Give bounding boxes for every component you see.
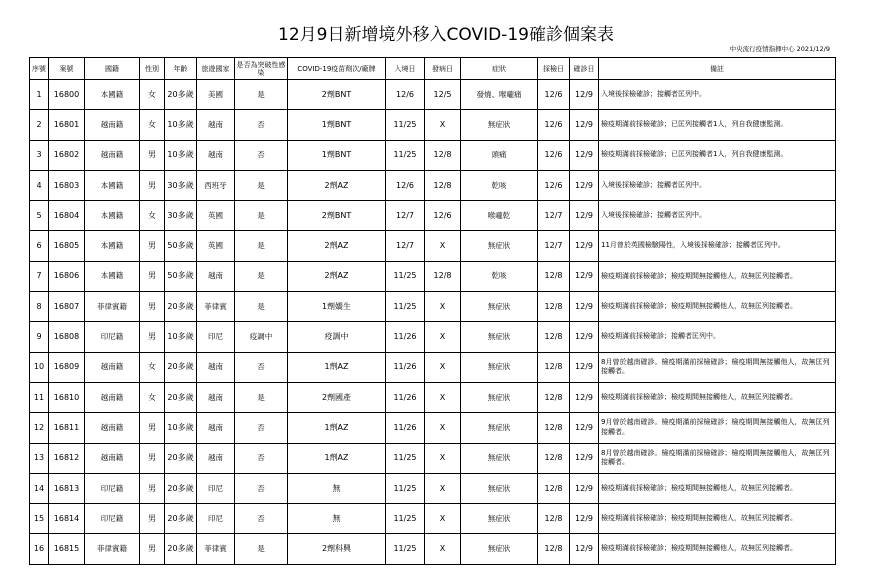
- table-cell: 無症狀: [461, 504, 538, 534]
- table-cell: 20多歲: [165, 443, 197, 473]
- table-cell: 7: [30, 261, 49, 291]
- table-cell: 10多歲: [165, 322, 197, 352]
- table-cell: 12/9: [570, 80, 599, 110]
- table-cell: 入境後採檢確診；接觸者匡列中。: [599, 80, 836, 110]
- table-cell: 疫調中: [288, 322, 386, 352]
- table-cell: 本國籍: [85, 261, 140, 291]
- table-cell: 11: [30, 382, 49, 412]
- table-cell: 12/9: [570, 413, 599, 443]
- table-cell: 是: [235, 382, 288, 412]
- table-cell: 菲律賓: [197, 534, 235, 564]
- table-cell: 男: [140, 473, 165, 503]
- table-cell: 乾咳: [461, 261, 538, 291]
- table-cell: 12/7: [538, 201, 570, 231]
- table-cell: 入境後採檢確診；接觸者匡列中。: [599, 170, 836, 200]
- table-cell: 16807: [49, 292, 85, 322]
- table-cell: 20多歲: [165, 534, 197, 564]
- table-row: [30, 352, 836, 382]
- column-header: 案號: [49, 58, 85, 80]
- table-cell: X: [425, 292, 461, 322]
- column-header: 年齡: [165, 58, 197, 80]
- table-cell: 男: [140, 322, 165, 352]
- table-cell: 12/8: [538, 504, 570, 534]
- table-cell: 12/5: [425, 80, 461, 110]
- table-cell: 16814: [49, 504, 85, 534]
- table-cell: 是: [235, 201, 288, 231]
- table-cell: 12/8: [425, 261, 461, 291]
- column-header: 旅遊國家: [197, 58, 235, 80]
- table-cell: 印尼籍: [85, 504, 140, 534]
- table-cell: 是: [235, 170, 288, 200]
- table-cell: X: [425, 504, 461, 534]
- table-cell: 11/25: [386, 504, 425, 534]
- table-cell: 12/9: [570, 292, 599, 322]
- table-cell: 15: [30, 504, 49, 534]
- case-table: [29, 57, 836, 565]
- table-cell: 本國籍: [85, 80, 140, 110]
- table-cell: 菲律賓籍: [85, 292, 140, 322]
- table-cell: 是: [235, 261, 288, 291]
- table-cell: 否: [235, 504, 288, 534]
- table-row: [30, 534, 836, 564]
- table-cell: 越南: [197, 443, 235, 473]
- table-cell: X: [425, 322, 461, 352]
- table-cell: 男: [140, 504, 165, 534]
- table-cell: 10多歲: [165, 413, 197, 443]
- table-cell: 喉嚨乾: [461, 201, 538, 231]
- table-cell: 檢疫期滿前採檢確診；檢疫期間無接觸他人，故無匡列接觸者。: [599, 261, 836, 291]
- table-cell: 12/9: [570, 443, 599, 473]
- table-cell: X: [425, 473, 461, 503]
- table-cell: 12/8: [538, 352, 570, 382]
- table-cell: 16800: [49, 80, 85, 110]
- table-cell: X: [425, 110, 461, 140]
- table-cell: 2劑科興: [288, 534, 386, 564]
- table-cell: 12/6: [538, 140, 570, 170]
- table-cell: 否: [235, 473, 288, 503]
- table-cell: 11/26: [386, 382, 425, 412]
- table-cell: 本國籍: [85, 231, 140, 261]
- table-cell: 3: [30, 140, 49, 170]
- table-cell: 西班牙: [197, 170, 235, 200]
- table-cell: 12/8: [538, 382, 570, 412]
- table-cell: 16809: [49, 352, 85, 382]
- table-cell: 越南籍: [85, 382, 140, 412]
- table-cell: 男: [140, 413, 165, 443]
- table-cell: 12/8: [538, 292, 570, 322]
- table-cell: 11/25: [386, 443, 425, 473]
- table-cell: 2劑AZ: [288, 231, 386, 261]
- table-cell: 11/25: [386, 140, 425, 170]
- table-cell: 16810: [49, 382, 85, 412]
- table-cell: 12/9: [570, 201, 599, 231]
- table-cell: X: [425, 231, 461, 261]
- table-cell: 20多歲: [165, 292, 197, 322]
- table-cell: 30多歲: [165, 170, 197, 200]
- column-header: 發病日: [425, 58, 461, 80]
- table-cell: 16806: [49, 261, 85, 291]
- table-row: [30, 261, 836, 291]
- table-cell: 菲律賓: [197, 292, 235, 322]
- table-cell: 英國: [197, 201, 235, 231]
- table-cell: 越南籍: [85, 110, 140, 140]
- table-cell: 男: [140, 534, 165, 564]
- table-cell: 10: [30, 352, 49, 382]
- table-cell: 12/6: [538, 80, 570, 110]
- table-row: [30, 201, 836, 231]
- table-cell: 8月曾於越南確診。檢疫期滿前採檢確診；檢疫期間無接觸他人，故無匡列接觸者。: [599, 352, 836, 382]
- table-cell: 是: [235, 534, 288, 564]
- table-body: [30, 80, 836, 565]
- table-cell: 越南: [197, 140, 235, 170]
- table-cell: 否: [235, 110, 288, 140]
- table-cell: 12/8: [538, 322, 570, 352]
- table-cell: 2劑BNT: [288, 201, 386, 231]
- table-cell: 12/9: [570, 473, 599, 503]
- table-cell: 檢疫期滿前採檢確診；檢疫期間無接觸他人，故無匡列接觸者。: [599, 534, 836, 564]
- table-cell: 12/6: [538, 110, 570, 140]
- table-cell: 越南: [197, 352, 235, 382]
- table-cell: 檢疫期滿前採檢確診；檢疫期間無接觸他人，故無匡列接觸者。: [599, 473, 836, 503]
- table-cell: 16813: [49, 473, 85, 503]
- table-cell: 無症狀: [461, 382, 538, 412]
- table-cell: 16801: [49, 110, 85, 140]
- table-row: [30, 504, 836, 534]
- table-cell: 無症狀: [461, 473, 538, 503]
- table-cell: 12/8: [538, 534, 570, 564]
- column-header: 備註: [599, 58, 836, 80]
- table-cell: 無症狀: [461, 352, 538, 382]
- table-cell: 1劑AZ: [288, 443, 386, 473]
- table-row: [30, 443, 836, 473]
- table-row: [30, 413, 836, 443]
- table-cell: 16804: [49, 201, 85, 231]
- table-cell: 12/6: [425, 201, 461, 231]
- table-cell: 12/6: [386, 80, 425, 110]
- header-row: [30, 58, 836, 80]
- table-cell: 否: [235, 140, 288, 170]
- table-cell: 本國籍: [85, 201, 140, 231]
- table-cell: 男: [140, 170, 165, 200]
- table-cell: 女: [140, 80, 165, 110]
- table-cell: 男: [140, 443, 165, 473]
- table-cell: 英國: [197, 231, 235, 261]
- table-cell: 是: [235, 231, 288, 261]
- table-cell: X: [425, 443, 461, 473]
- table-cell: 12/7: [386, 231, 425, 261]
- table-cell: 檢疫期滿前採檢確診；已匡列接觸者1人，列自我健康監測。: [599, 140, 836, 170]
- table-cell: 9月曾於越南確診。檢疫期滿前採檢確診；檢疫期間無接觸他人，故無匡列接觸者。: [599, 413, 836, 443]
- table-cell: 檢疫期滿前採檢確診；已匡列接觸者1人，列自我健康監測。: [599, 110, 836, 140]
- table-cell: 頭痛: [461, 140, 538, 170]
- table-cell: 是: [235, 80, 288, 110]
- table-cell: 女: [140, 110, 165, 140]
- table-cell: 11/26: [386, 413, 425, 443]
- table-cell: 發燒、喉嚨痛: [461, 80, 538, 110]
- table-cell: 12/8: [425, 140, 461, 170]
- table-row: [30, 473, 836, 503]
- table-cell: 2: [30, 110, 49, 140]
- table-cell: 越南: [197, 261, 235, 291]
- table-cell: 12/6: [386, 170, 425, 200]
- table-cell: 10多歲: [165, 110, 197, 140]
- table-cell: 越南籍: [85, 140, 140, 170]
- table-cell: 12/9: [570, 322, 599, 352]
- table-cell: 印尼: [197, 504, 235, 534]
- table-cell: 乾咳: [461, 170, 538, 200]
- table-cell: 11/25: [386, 534, 425, 564]
- table-cell: 12/9: [570, 140, 599, 170]
- table-cell: 20多歲: [165, 504, 197, 534]
- table-cell: 12/9: [570, 110, 599, 140]
- table-cell: 印尼籍: [85, 473, 140, 503]
- table-cell: 本國籍: [85, 170, 140, 200]
- table-cell: 1劑AZ: [288, 413, 386, 443]
- table-cell: 14: [30, 473, 49, 503]
- table-cell: 12/9: [570, 261, 599, 291]
- source-date: 中央流行疫情指揮中心 2021/12/9: [729, 45, 830, 53]
- table-cell: 女: [140, 382, 165, 412]
- table-cell: 越南籍: [85, 413, 140, 443]
- table-cell: 否: [235, 443, 288, 473]
- table-cell: 12/7: [538, 231, 570, 261]
- table-row: [30, 80, 836, 110]
- table-cell: 4: [30, 170, 49, 200]
- table-cell: 30多歲: [165, 201, 197, 231]
- table-cell: 菲律賓籍: [85, 534, 140, 564]
- table-cell: 11/25: [386, 473, 425, 503]
- table-cell: 12/7: [386, 201, 425, 231]
- table-cell: 檢疫期滿前採檢確診；接觸者匡列中。: [599, 322, 836, 352]
- table-cell: 16812: [49, 443, 85, 473]
- table-cell: 16803: [49, 170, 85, 200]
- table-cell: 20多歲: [165, 352, 197, 382]
- table-cell: 12/8: [538, 473, 570, 503]
- table-cell: 檢疫期滿前採檢確診；檢疫期間無接觸他人，故無匡列接觸者。: [599, 504, 836, 534]
- table-cell: 疫調中: [235, 322, 288, 352]
- table-cell: 無: [288, 473, 386, 503]
- table-cell: 12/9: [570, 352, 599, 382]
- table-cell: 16805: [49, 231, 85, 261]
- table-cell: 11/25: [386, 110, 425, 140]
- table-cell: 印尼: [197, 322, 235, 352]
- table-cell: 2劑BNT: [288, 80, 386, 110]
- table-cell: 12/6: [538, 170, 570, 200]
- table-cell: 20多歲: [165, 473, 197, 503]
- table-cell: 11/25: [386, 261, 425, 291]
- table-cell: 男: [140, 261, 165, 291]
- table-cell: 1劑嬌生: [288, 292, 386, 322]
- table-cell: 9: [30, 322, 49, 352]
- table-cell: 印尼: [197, 473, 235, 503]
- table-cell: 入境後採檢確診；接觸者匡列中。: [599, 201, 836, 231]
- table-cell: 無症狀: [461, 292, 538, 322]
- table-row: [30, 382, 836, 412]
- table-cell: 12/9: [570, 534, 599, 564]
- table-cell: 男: [140, 292, 165, 322]
- table-cell: 無: [288, 504, 386, 534]
- table-cell: 6: [30, 231, 49, 261]
- table-cell: 無症狀: [461, 443, 538, 473]
- table-cell: 20多歲: [165, 80, 197, 110]
- table-cell: 2劑AZ: [288, 170, 386, 200]
- table-cell: 1劑AZ: [288, 352, 386, 382]
- table-cell: 無症狀: [461, 534, 538, 564]
- table-cell: 2劑國產: [288, 382, 386, 412]
- table-cell: 12/8: [538, 261, 570, 291]
- table-cell: 11/26: [386, 352, 425, 382]
- table-cell: 1劑BNT: [288, 140, 386, 170]
- table-cell: 12/9: [570, 504, 599, 534]
- column-header: 入境日: [386, 58, 425, 80]
- table-cell: X: [425, 534, 461, 564]
- table-row: [30, 322, 836, 352]
- table-cell: 無症狀: [461, 413, 538, 443]
- table-row: [30, 292, 836, 322]
- table-cell: 越南: [197, 413, 235, 443]
- table-cell: 16808: [49, 322, 85, 352]
- table-cell: 12/8: [425, 170, 461, 200]
- column-header: 序號: [30, 58, 49, 80]
- column-header: COVID-19疫苗劑次/廠牌: [288, 58, 386, 80]
- table-cell: 12/9: [570, 231, 599, 261]
- table-cell: 越南: [197, 110, 235, 140]
- table-cell: 50多歲: [165, 231, 197, 261]
- table-cell: 越南籍: [85, 352, 140, 382]
- table-row: [30, 170, 836, 200]
- table-cell: 1劑BNT: [288, 110, 386, 140]
- table-cell: 越南: [197, 382, 235, 412]
- table-cell: 16815: [49, 534, 85, 564]
- table-cell: 16811: [49, 413, 85, 443]
- table-cell: 12: [30, 413, 49, 443]
- table-cell: 女: [140, 352, 165, 382]
- document-title: 12月9日新增境外移入COVID-19確診個案表: [278, 25, 614, 45]
- table-cell: 印尼籍: [85, 322, 140, 352]
- table-cell: 無症狀: [461, 110, 538, 140]
- table-cell: 11/25: [386, 292, 425, 322]
- table-cell: 男: [140, 231, 165, 261]
- table-cell: X: [425, 382, 461, 412]
- table-row: [30, 140, 836, 170]
- table-cell: 否: [235, 352, 288, 382]
- table-cell: 11/26: [386, 322, 425, 352]
- table-cell: 2劑AZ: [288, 261, 386, 291]
- column-header: 國籍: [85, 58, 140, 80]
- table-cell: 12/9: [570, 170, 599, 200]
- column-header: 症狀: [461, 58, 538, 80]
- column-header: 採檢日: [538, 58, 570, 80]
- table-cell: 50多歲: [165, 261, 197, 291]
- table-cell: 16: [30, 534, 49, 564]
- table-cell: 10多歲: [165, 140, 197, 170]
- table-cell: 檢疫期滿前採檢確診；檢疫期間無接觸他人，故無匡列接觸者。: [599, 382, 836, 412]
- table-cell: 12/8: [538, 443, 570, 473]
- table-cell: X: [425, 413, 461, 443]
- column-header: 性別: [140, 58, 165, 80]
- table-cell: 5: [30, 201, 49, 231]
- table-cell: 否: [235, 413, 288, 443]
- table-cell: 無症狀: [461, 322, 538, 352]
- table-cell: 20多歲: [165, 382, 197, 412]
- column-header: 確診日: [570, 58, 599, 80]
- table-cell: 檢疫期滿前採檢確診；檢疫期間無接觸他人，故無匡列接觸者。: [599, 292, 836, 322]
- table-cell: 12/8: [538, 413, 570, 443]
- table-row: [30, 231, 836, 261]
- table-cell: 8月曾於越南確診。檢疫期滿前採檢確診；檢疫期間無接觸他人，故無匡列接觸者。: [599, 443, 836, 473]
- table-cell: 男: [140, 140, 165, 170]
- table-cell: 12/9: [570, 382, 599, 412]
- table-cell: 16802: [49, 140, 85, 170]
- table-cell: 11月曾於英國檢驗陽性，入境後採檢確診；接觸者匡列中。: [599, 231, 836, 261]
- column-header: 是否為突破性感染: [235, 58, 288, 80]
- table-cell: 13: [30, 443, 49, 473]
- table-cell: 無症狀: [461, 231, 538, 261]
- table-cell: 1: [30, 80, 49, 110]
- table-cell: 越南籍: [85, 443, 140, 473]
- table-row: [30, 110, 836, 140]
- table-cell: 是: [235, 292, 288, 322]
- table-cell: X: [425, 352, 461, 382]
- table-cell: 美國: [197, 80, 235, 110]
- table-cell: 女: [140, 201, 165, 231]
- table-cell: 8: [30, 292, 49, 322]
